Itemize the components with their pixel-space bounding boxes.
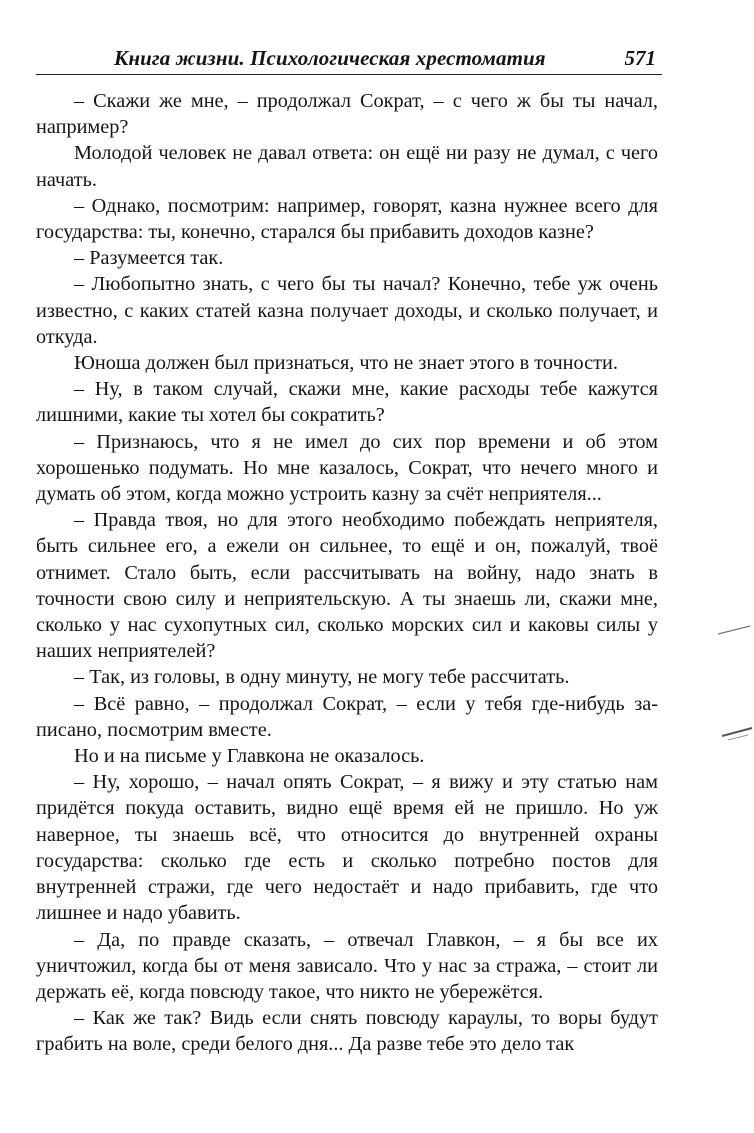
paragraph: – Как же так? Видь если снять повсюду караулы, то воры будут грабить на воле, среди белого дня... Да разве тебе это дело так [36, 1007, 658, 1056]
paragraph: Юноша должен был признаться, что не знает этого в точности. [74, 352, 618, 375]
paragraph: – Ну, в таком случай, скажи мне, какие расходы тебе кажутся лишними, какие ты хотел бы сократить? [36, 378, 658, 427]
body-text [36, 88, 658, 1058]
paragraph: – Однако, посмотрим: например, говорят, казна нужнее всего для государства: ты, конечно, старался бы прибавить доходов казне? [36, 194, 658, 244]
paragraph: Но и на письме у Главкона не оказалось. [74, 745, 425, 768]
paragraph: – Правда твоя, но для этого необходимо побеждать неприятеля, быть сильнее его, а ежели он сильнее, то ещё и он, пожалуй, твоё отнимет. Стало быть, если рассчитывать на войну, надо знать в точности свою силу и неприятельскую. А ты знаешь ли, скажи мне, сколько у нас сухопутных сил, сколько морских сил и каковы силы у наших неприятелей? [36, 509, 658, 663]
scan-artifact-mark [714, 616, 754, 746]
paragraph: – Всё равно, – продолжал Сократ, – если у тебя где-нибудь записано, посмотрим вместе. [36, 692, 658, 741]
paragraph: Молодой человек не давал ответа: он ещё ни разу не думал, с чего начать. [36, 142, 658, 191]
paragraph: – Ну, хорошо, – начал опять Сократ, – я вижу и эту статью нам придётся покуда оставить, видно ещё время ей не пришло. Но уж наверное, ты знаешь всё, что относится до внутренней охраны государства: сколько где есть и сколько потребно постов для внутренней стражи, где чего недостаёт и надо прибавить, где что лишнее и надо убавить. [36, 771, 658, 925]
paragraph: – Так, из головы, в одну минуту, не могу тебе рассчитать. [74, 666, 570, 689]
paragraph: – Любопытно знать, с чего бы ты начал? Конечно, тебе уж очень известно, с каких статей казна получает доходы, и сколько получает, и откуда. [36, 273, 658, 348]
running-title: Книга жизни. Психологическая хрестоматия [114, 46, 546, 70]
paragraph: – Скажи же мне, – продолжал Сократ, – с чего ж бы ты начал, например? [36, 90, 658, 139]
running-header [36, 40, 662, 75]
paragraph: – Да, по правде сказать, – отвечал Главкон, – я бы все их уничтожил, когда бы от меня зависало. Что у нас за стража, – стоит ли держать её, когда повсюду такое, что никто не убережётся. [36, 928, 658, 1003]
paragraph: – Разумеется так. [74, 247, 224, 270]
paragraph: – Признаюсь, что я не имел до сих пор времени и об этом хорошенько подумать. Но мне казалось, Сократ, что нечего много и думать об этом, когда можно устроить казну за счёт неприятеля... [36, 430, 658, 506]
page-number: 571 [624, 46, 656, 70]
